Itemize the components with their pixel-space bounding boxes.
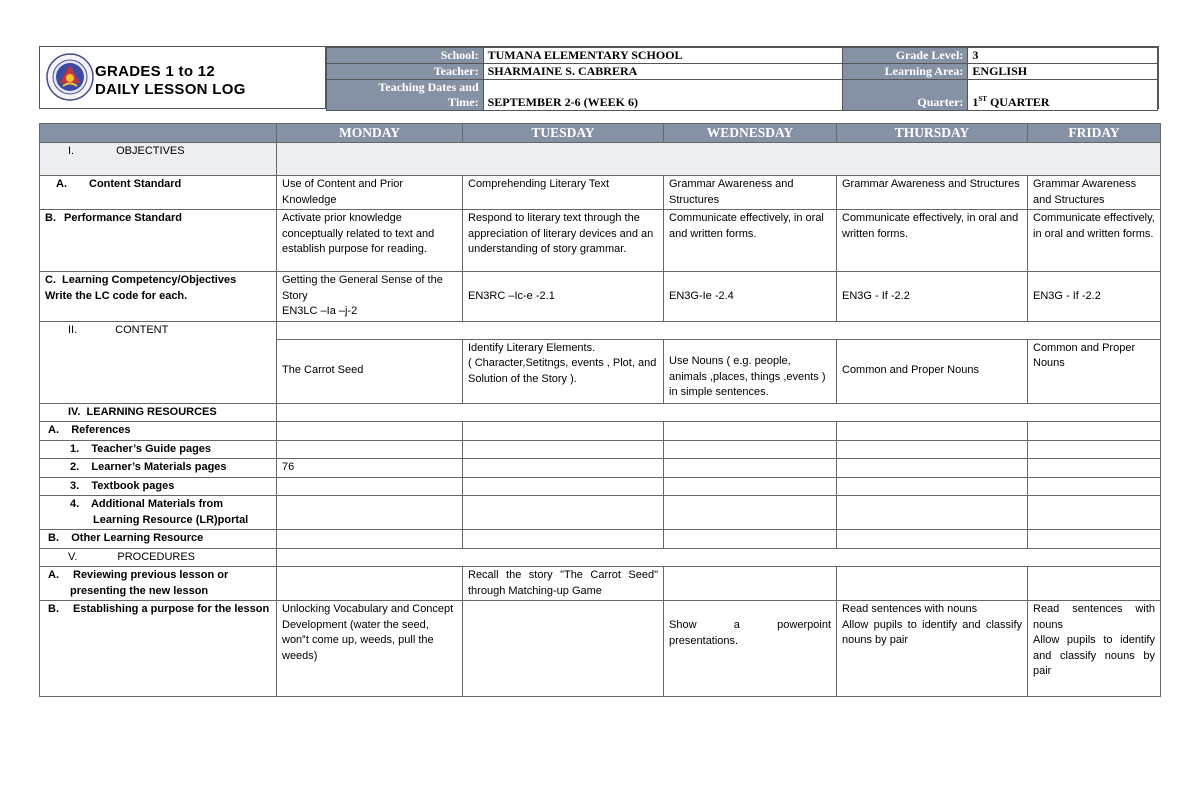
cell xyxy=(1028,477,1161,496)
cell xyxy=(1028,530,1161,549)
performance-standard-num: B. xyxy=(45,212,56,224)
days-header-row xyxy=(40,124,1161,143)
cell xyxy=(664,477,837,496)
purpose-wednesday: Show a powerpoint presentations. xyxy=(664,601,837,697)
cell xyxy=(664,459,837,478)
textbook-label: 3. Textbook pages xyxy=(40,477,277,496)
purpose-label xyxy=(40,601,277,697)
content-standard-label xyxy=(40,176,277,210)
cell xyxy=(463,530,664,549)
cell xyxy=(463,496,664,530)
cell xyxy=(1028,459,1161,478)
other-resource-row xyxy=(40,530,1161,549)
reviewing-num: A. xyxy=(48,569,59,581)
objectives-label xyxy=(40,143,277,176)
additional-materials-row xyxy=(40,496,1161,530)
quarter-text: QUARTER xyxy=(986,95,1050,109)
purpose-friday-line-1: Read sentences with nouns xyxy=(1033,603,1155,631)
competency-row xyxy=(40,272,1161,322)
content-tuesday-detail: ( Character,Setitngs, events , Plot, and Solution of the Story ). xyxy=(468,357,657,385)
content-header-row xyxy=(40,321,1161,339)
teachers-guide-label: 1. Teacher’s Guide pages xyxy=(40,440,277,459)
content-tuesday-title: Identify Literary Elements. xyxy=(468,341,596,354)
cell xyxy=(1028,440,1161,459)
cell xyxy=(463,477,664,496)
grade-level-value: 3 xyxy=(968,48,1158,64)
additional-materials-text-2: Learning Resource (LR)portal xyxy=(93,513,249,526)
purpose-thursday-line-2: Allow pupils to identify and classify nouns by pair xyxy=(842,618,1022,646)
quarter-number: 1 xyxy=(972,95,979,109)
cell xyxy=(837,440,1028,459)
learners-materials-label: 2. Learner’s Materials pages xyxy=(40,459,277,478)
cell xyxy=(664,422,837,441)
reviewing-tuesday: Recall the story "The Carrot Seed" through Matching-up Game xyxy=(463,567,664,601)
content-span-cell xyxy=(277,321,1161,339)
cell xyxy=(277,496,463,530)
performance-standard-thursday: Communicate effectively, in oral and written forms. xyxy=(837,210,1028,272)
cell xyxy=(664,567,837,601)
additional-materials-label xyxy=(40,496,277,530)
performance-standard-tuesday: Respond to literary text through the appreciation of literary devices and an understanding of story grammar. xyxy=(463,210,664,272)
cell xyxy=(1028,567,1161,601)
performance-standard-label xyxy=(40,210,277,272)
cell xyxy=(837,567,1028,601)
purpose-friday xyxy=(1028,601,1161,697)
content-standard-num: A. xyxy=(56,178,67,190)
content-standard-text: Content Standard xyxy=(89,178,182,190)
cell xyxy=(277,477,463,496)
cell xyxy=(1028,422,1161,441)
quarter-label: Quarter: xyxy=(842,80,968,111)
learners-materials-row xyxy=(40,459,1161,478)
competency-monday-text: Getting the General Sense of the Story xyxy=(282,274,443,302)
content-standard-tuesday: Comprehending Literary Text xyxy=(463,176,664,210)
teaching-dates-value: SEPTEMBER 2-6 (WEEK 6) xyxy=(483,80,842,111)
learning-area-value: ENGLISH xyxy=(968,64,1158,80)
lesson-plan-table xyxy=(39,123,1161,697)
quarter-value xyxy=(968,80,1158,111)
learning-area-label: Learning Area: xyxy=(842,64,968,80)
competency-monday xyxy=(277,272,463,322)
cell xyxy=(664,530,837,549)
cell xyxy=(277,440,463,459)
lesson-log-header xyxy=(39,46,1159,109)
competency-tuesday: EN3RC –Ic-e -2.1 xyxy=(463,272,664,322)
content-label xyxy=(40,321,277,403)
procedures-row xyxy=(40,548,1161,567)
cell xyxy=(463,601,664,697)
references-row xyxy=(40,422,1161,441)
purpose-friday-line-2: Allow pupils to identify and classify nouns by pair xyxy=(1033,634,1155,677)
cell xyxy=(664,496,837,530)
teaching-dates-label xyxy=(327,80,484,111)
content-standard-row xyxy=(40,176,1161,210)
title-line-1: GRADES 1 to 12 xyxy=(95,63,216,80)
objectives-text: OBJECTIVES xyxy=(116,145,185,157)
day-header-wednesday: WEDNESDAY xyxy=(664,124,837,143)
grade-level-label: Grade Level: xyxy=(842,48,968,64)
reviewing-text-2: presenting the new lesson xyxy=(70,584,209,597)
teaching-dates-label-2: Time: xyxy=(448,95,479,109)
procedures-text: PROCEDURES xyxy=(117,550,196,563)
resources-label: IV. LEARNING RESOURCES xyxy=(40,403,277,422)
performance-standard-text: Performance Standard xyxy=(64,212,182,224)
cell xyxy=(837,496,1028,530)
cell xyxy=(664,440,837,459)
resources-row xyxy=(40,403,1161,422)
resources-span-cell xyxy=(277,403,1161,422)
content-tuesday xyxy=(463,339,664,403)
purpose-row xyxy=(40,601,1161,697)
performance-standard-friday: Communicate effectively, in oral and written forms. xyxy=(1028,210,1161,272)
cell xyxy=(463,459,664,478)
teacher-label: Teacher: xyxy=(327,64,484,80)
purpose-thursday-line-1: Read sentences with nouns xyxy=(842,603,978,615)
content-standard-monday: Use of Content and Prior Knowledge xyxy=(277,176,463,210)
cell xyxy=(837,530,1028,549)
cell xyxy=(277,567,463,601)
other-resource-label: B. Other Learning Resource xyxy=(40,530,277,549)
objectives-row xyxy=(40,143,1161,176)
competency-text: Learning Competency/Objectives xyxy=(62,274,237,286)
purpose-num: B. xyxy=(48,603,59,615)
reviewing-label xyxy=(40,567,277,601)
procedures-span-cell xyxy=(277,548,1161,567)
textbook-row xyxy=(40,477,1161,496)
procedures-num: V. xyxy=(68,550,78,563)
competency-friday: EN3G - If -2.2 xyxy=(1028,272,1161,322)
content-num: II. xyxy=(68,323,78,336)
deped-seal-icon xyxy=(46,53,94,101)
objectives-span-cell xyxy=(277,143,1161,176)
cell xyxy=(1028,496,1161,530)
procedures-label xyxy=(40,548,277,567)
teaching-dates-label-1: Teaching Dates and xyxy=(378,80,479,94)
content-standard-wednesday: Grammar Awareness and Structures xyxy=(664,176,837,210)
competency-thursday: EN3G - If -2.2 xyxy=(837,272,1028,322)
cell xyxy=(837,459,1028,478)
performance-standard-wednesday: Communicate effectively, in oral and written forms. xyxy=(664,210,837,272)
teachers-guide-row xyxy=(40,440,1161,459)
purpose-thursday xyxy=(837,601,1028,697)
content-thursday: Common and Proper Nouns xyxy=(837,339,1028,403)
purpose-monday: Unlocking Vocabulary and Concept Development (water the seed, won‟t come up, weeds, pull the weeds) xyxy=(277,601,463,697)
cell xyxy=(277,530,463,549)
reviewing-row xyxy=(40,567,1161,601)
additional-materials-text-1: 4. Additional Materials from xyxy=(70,498,224,510)
competency-label xyxy=(40,272,277,322)
content-text: CONTENT xyxy=(115,323,169,336)
competency-num: C. xyxy=(45,274,56,286)
cell xyxy=(837,477,1028,496)
day-header-monday: MONDAY xyxy=(277,124,463,143)
content-friday: Common and Proper Nouns xyxy=(1028,339,1161,403)
cell xyxy=(463,440,664,459)
quarter-superscript: ST xyxy=(978,95,987,103)
content-wednesday: Use Nouns ( e.g. people, animals ,places, things ,events ) in simple sentences. xyxy=(664,339,837,403)
teacher-value: SHARMAINE S. CABRERA xyxy=(483,64,842,80)
school-label: School: xyxy=(327,48,484,64)
purpose-text: Establishing a purpose for the lesson xyxy=(73,603,270,615)
day-header-friday: FRIDAY xyxy=(1028,124,1161,143)
learners-materials-monday: 76 xyxy=(277,459,463,478)
logo-area xyxy=(40,47,326,108)
performance-standard-row xyxy=(40,210,1161,272)
header-info-table xyxy=(326,47,1158,111)
performance-standard-monday: Activate prior knowledge conceptually related to text and establish purpose for reading. xyxy=(277,210,463,272)
competency-wednesday: EN3G-Ie -2.4 xyxy=(664,272,837,322)
cell xyxy=(277,422,463,441)
title-line-2: DAILY LESSON LOG xyxy=(95,81,246,98)
reviewing-text-1: Reviewing previous lesson or xyxy=(73,569,229,581)
cell xyxy=(837,422,1028,441)
day-header-tuesday: TUESDAY xyxy=(463,124,664,143)
references-label: A. References xyxy=(40,422,277,441)
competency-monday-code: EN3LC –Ia –j-2 xyxy=(282,305,358,317)
blank-header-cell xyxy=(40,124,277,143)
cell xyxy=(463,422,664,441)
content-standard-friday: Grammar Awareness and Structures xyxy=(1028,176,1161,210)
content-monday: The Carrot Seed xyxy=(277,339,463,403)
competency-text-2: Write the LC code for each. xyxy=(45,289,188,302)
content-standard-thursday: Grammar Awareness and Structures xyxy=(837,176,1028,210)
school-value: TUMANA ELEMENTARY SCHOOL xyxy=(483,48,842,64)
day-header-thursday: THURSDAY xyxy=(837,124,1028,143)
objectives-num: I. xyxy=(68,145,75,157)
